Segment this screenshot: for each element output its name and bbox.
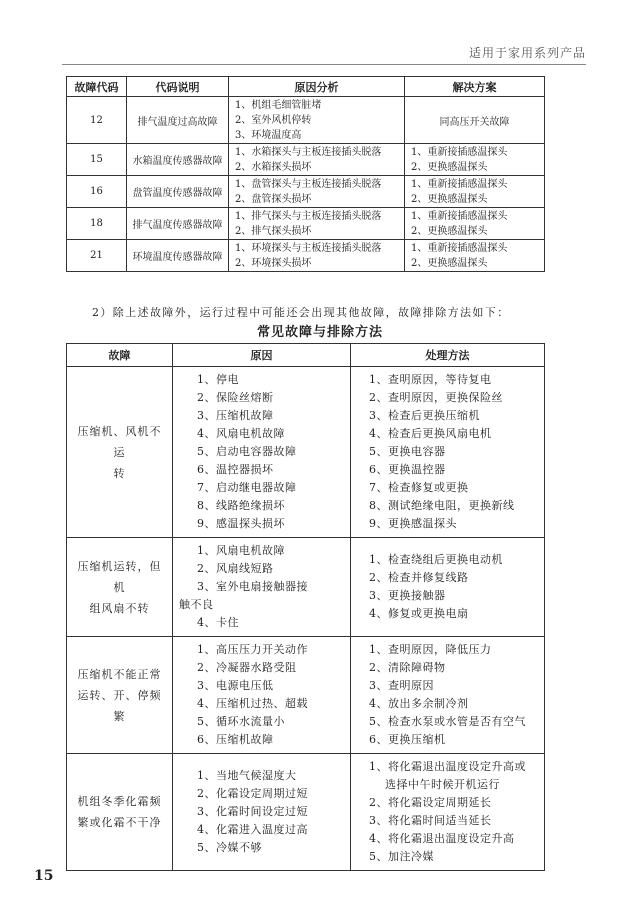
- fault-name: [67, 538, 173, 637]
- solution-line: 2、将化霜设定周期延长: [369, 796, 492, 809]
- solution-line: 6、更换压缩机: [369, 733, 446, 746]
- fault-code: 21: [67, 240, 127, 272]
- table-row: [67, 208, 545, 240]
- solution-line: 3、检查后更换压缩机: [369, 409, 480, 422]
- cause-line: 4、风扇电机故障: [197, 427, 285, 440]
- fault-name-line: 机组冬季化霜频: [77, 795, 162, 808]
- fault-solutions: [405, 176, 545, 208]
- solution-line: 4、检查后更换风扇电机: [369, 427, 492, 440]
- fault-causes: [173, 367, 351, 538]
- fault-name-line: 转: [113, 466, 126, 480]
- solution-line: 2、更换感温探头: [411, 225, 488, 237]
- cause-line: 1、环境探头与主板连接插头脱落: [235, 242, 382, 254]
- fault-causes: [229, 176, 405, 208]
- fault-code: 18: [67, 208, 127, 240]
- cause-line: 1、排气探头与主板连接插头脱落: [235, 210, 382, 222]
- solution-line: 8、测试绝缘电阻，更换新线: [369, 499, 515, 512]
- cause-line: 1、当地气候湿度大: [197, 769, 297, 782]
- cause-line: 2、排气探头损坏: [235, 225, 312, 237]
- col-header-solution: 解决方案: [405, 77, 545, 97]
- cause-line: 1、高压压力开关动作: [197, 643, 308, 656]
- fault-solutions: [351, 754, 545, 871]
- cause-line: 1、风扇电机故障: [197, 544, 285, 557]
- cause-line: 2、化霜设定周期过短: [197, 787, 308, 800]
- solution-line: 3、更换接触器: [369, 589, 446, 602]
- table-row: [67, 367, 545, 538]
- solution-line: 1、重新接插感温探头: [411, 146, 508, 158]
- solution-line: 6、更换温控器: [369, 463, 446, 476]
- fault-name-line: 繁或化霜不干净: [77, 816, 162, 829]
- fault-name-line: 组风扇不转: [89, 601, 150, 615]
- cause-line: 3、压缩机故障: [197, 409, 274, 422]
- cause-line: 2、盘管探头损坏: [235, 193, 312, 205]
- solution-line: 5、检查水泵或水管是否有空气: [369, 715, 526, 728]
- table-row: [67, 97, 545, 144]
- fault-solutions: [405, 208, 545, 240]
- solution-line: 3、将化霜时间适当延长: [369, 814, 492, 827]
- cause-line: 1、盘管探头与主板连接插头脱落: [235, 178, 382, 190]
- fault-causes: [229, 240, 405, 272]
- fault-code: 12: [67, 97, 127, 144]
- solution-line: 1、检查绕组后更换电动机: [369, 553, 503, 566]
- col-header-fault: 故障: [67, 344, 173, 367]
- table-row: [67, 144, 545, 176]
- fault-name-line: 压缩机运转，但机: [77, 559, 162, 594]
- fault-solutions: [405, 240, 545, 272]
- cause-line: 6、压缩机故障: [197, 733, 274, 746]
- fault-solutions: [351, 538, 545, 637]
- col-header-reason: 原因: [173, 344, 351, 367]
- cause-line: 5、启动电容器故障: [197, 445, 297, 458]
- solution-line: 4、修复或更换电扇: [369, 607, 469, 620]
- table-row: [67, 240, 545, 272]
- page-number: 15: [34, 868, 54, 884]
- solution-line: 5、加注冷媒: [369, 850, 434, 863]
- col-header-remedy: 处理方法: [351, 344, 545, 367]
- common-faults-table: [66, 343, 545, 871]
- solution-line: 1、查明原因，等待复电: [369, 373, 492, 386]
- solution-line: 1、查明原因，降低压力: [369, 643, 492, 656]
- cause-line: 1、机组毛细管脏堵: [235, 99, 322, 111]
- fault-desc: 盘管温度传感器故障: [127, 176, 229, 208]
- solution-line: 2、更换感温探头: [411, 193, 488, 205]
- cause-line: 2、风扇线短路: [197, 562, 274, 575]
- solution-line: 7、检查修复或更换: [369, 481, 469, 494]
- fault-code-table: [66, 76, 545, 272]
- fault-desc: 排气温度传感器故障: [127, 208, 229, 240]
- solution-line: 5、更换电容器: [369, 445, 446, 458]
- solution-line: 1、重新接插感温探头: [411, 242, 508, 254]
- fault-name-line: 压缩机、风机不运: [77, 424, 162, 459]
- table-row: [67, 754, 545, 871]
- cause-line: 2、保险丝熔断: [197, 391, 274, 404]
- table-row: [67, 176, 545, 208]
- intro-paragraph: 2）除上述故障外，运行过程中可能还会出现其他故障，故障排除方法如下：: [92, 306, 510, 319]
- cause-line: 3、化霜时间设定过短: [197, 805, 308, 818]
- col-header-cause: 原因分析: [229, 77, 405, 97]
- solution-line: 4、将化霜退出温度设定升高: [369, 832, 515, 845]
- table-row: [67, 637, 545, 754]
- col-header-desc: 代码说明: [127, 77, 229, 97]
- cause-line: 2、水箱探头损坏: [235, 161, 312, 173]
- fault-causes: [173, 754, 351, 871]
- fault-causes: [229, 97, 405, 144]
- fault-causes: [229, 144, 405, 176]
- solution-line: 9、更换感温探头: [369, 517, 457, 530]
- fault-solutions: [351, 367, 545, 538]
- fault-causes: [229, 208, 405, 240]
- header-rule: [62, 64, 586, 65]
- cause-line: 触不良: [179, 598, 214, 611]
- header-text: 适用于家用系列产品: [468, 46, 586, 60]
- solution-line: 1、将化霜退出温度设定升高或: [369, 760, 526, 773]
- solution-line: 2、检查并修复线路: [369, 571, 469, 584]
- solution-line: 1、重新接插感温探头: [411, 210, 508, 222]
- fault-solutions: [405, 144, 545, 176]
- fault-code: 15: [67, 144, 127, 176]
- solution-line: 4、放出多余制冷剂: [369, 697, 469, 710]
- fault-desc: 排气温度过高故障: [127, 97, 229, 144]
- cause-line: 4、卡住: [197, 616, 239, 629]
- solution-line: 选择中午时候开机运行: [385, 778, 500, 791]
- solution-line: 2、更换感温探头: [411, 161, 488, 173]
- fault-solution: 同高压开关故障: [405, 97, 545, 144]
- solution-line: 2、更换感温探头: [411, 257, 488, 269]
- solution-line: 2、查明原因，更换保险丝: [369, 391, 503, 404]
- col-header-code: 故障代码: [67, 77, 127, 97]
- fault-code: 16: [67, 176, 127, 208]
- cause-line: 9、感温探头损坏: [197, 517, 285, 530]
- solution-line: 3、查明原因: [369, 679, 434, 692]
- fault-desc: 环境温度传感器故障: [127, 240, 229, 272]
- solution-line: 2、清除障碍物: [369, 661, 446, 674]
- fault-name-line: 压缩机不能正常: [77, 667, 162, 681]
- cause-line: 7、启动继电器故障: [197, 481, 297, 494]
- cause-line: 5、循环水流量小: [197, 715, 285, 728]
- cause-line: 5、冷媒不够: [197, 841, 262, 854]
- fault-name-line: 运转、开、停频繁: [77, 688, 162, 723]
- cause-line: 3、室外电扇接触器接: [197, 580, 308, 593]
- fault-solutions: [351, 637, 545, 754]
- cause-line: 4、压缩机过热、超载: [197, 697, 308, 710]
- fault-causes: [173, 538, 351, 637]
- cause-line: 2、环境探头损坏: [235, 257, 312, 269]
- cause-line: 3、电源电压低: [197, 679, 274, 692]
- cause-line: 2、冷凝器水路受阻: [197, 661, 297, 674]
- fault-name: [67, 754, 173, 871]
- cause-line: 3、环境温度高: [235, 129, 302, 141]
- cause-line: 1、停电: [197, 373, 239, 386]
- cause-line: 1、水箱探头与主板连接插头脱落: [235, 146, 382, 158]
- cause-line: 4、化霜进入温度过高: [197, 823, 308, 836]
- cause-line: 2、室外风机停转: [235, 114, 312, 126]
- cause-line: 6、温控器损坏: [197, 463, 274, 476]
- table-row: [67, 538, 545, 637]
- fault-name: [67, 367, 173, 538]
- fault-causes: [173, 637, 351, 754]
- fault-desc: 水箱温度传感器故障: [127, 144, 229, 176]
- solution-line: 1、重新接插感温探头: [411, 178, 508, 190]
- cause-line: 8、线路绝缘损坏: [197, 499, 285, 512]
- fault-name: [67, 637, 173, 754]
- common-faults-title: 常见故障与排除方法: [256, 325, 383, 340]
